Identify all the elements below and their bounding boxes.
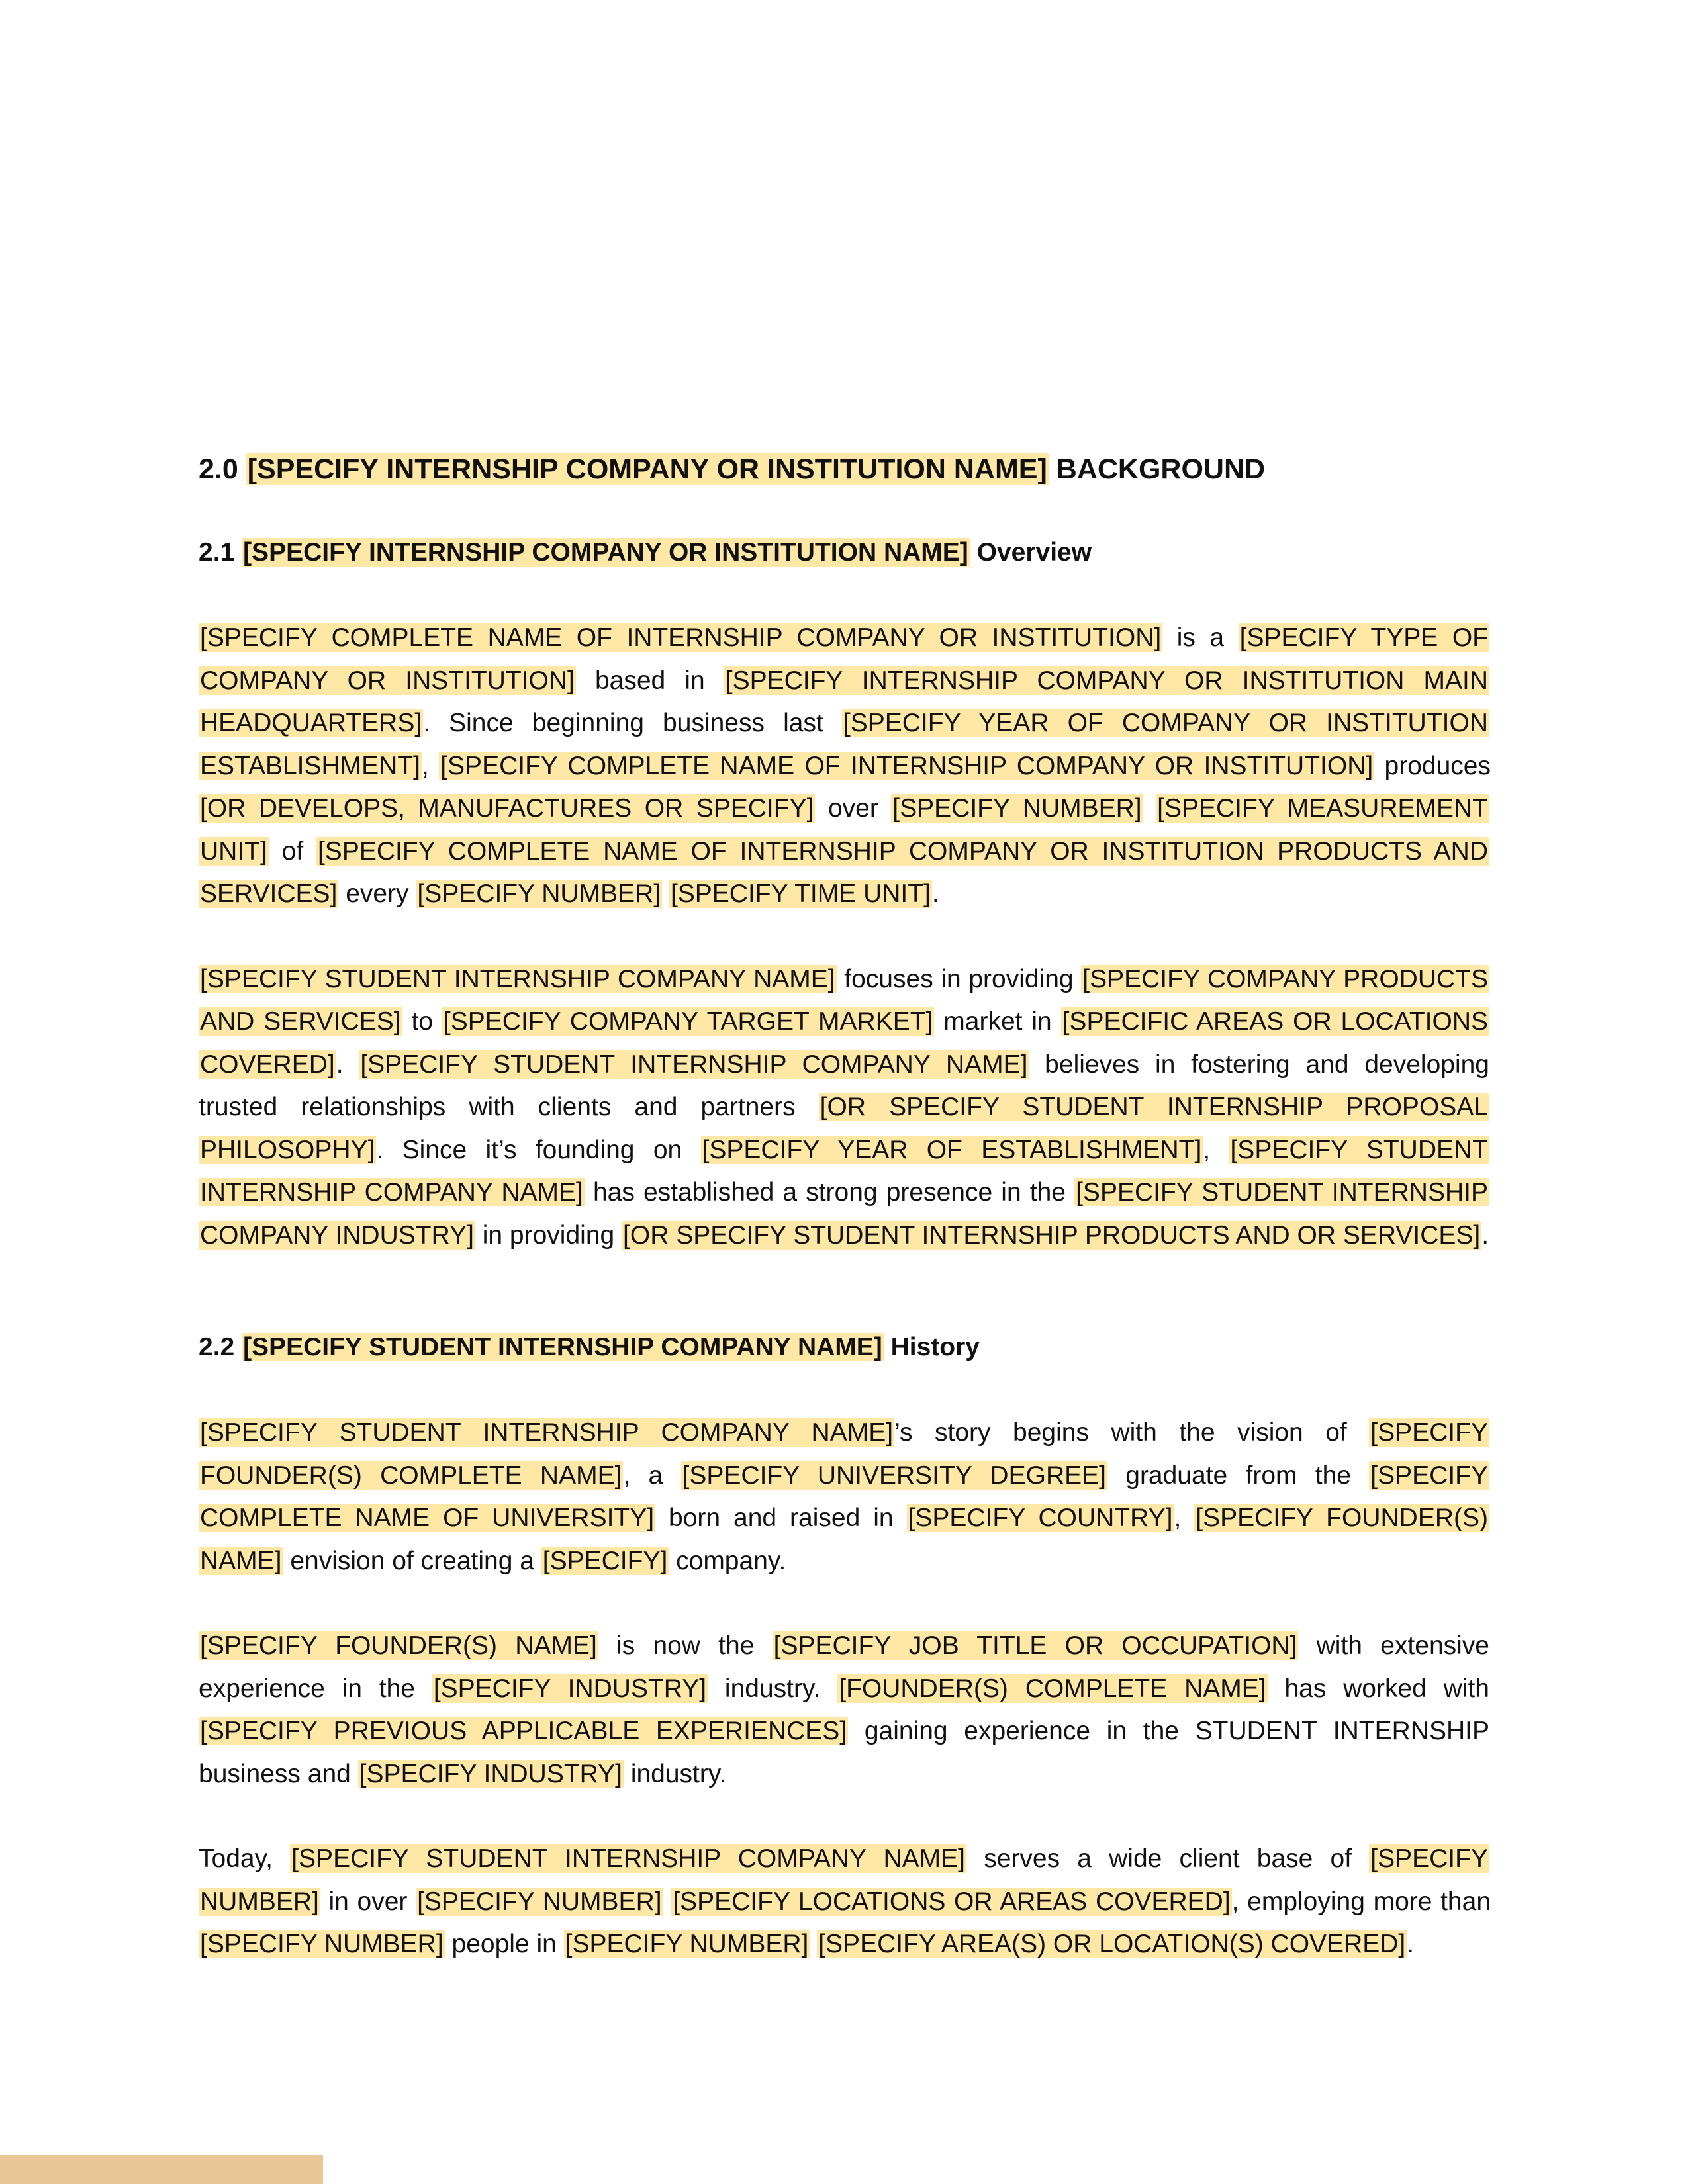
placeholder: [SPECIFY NUMBER]: [417, 1887, 662, 1916]
placeholder: [SPECIFY YEAR OF ESTABLISHMENT]: [702, 1135, 1202, 1164]
placeholder: [SPECIFY STUDENT INTERNSHIP COMPANY NAME]: [200, 1418, 894, 1447]
text: envision of creating a: [283, 1546, 541, 1575]
section-title: [199, 450, 1489, 488]
placeholder: [SPECIFY STUDENT INTERNSHIP COMPANY NAME]: [360, 1050, 1028, 1079]
section-title-suffix: BACKGROUND: [1056, 453, 1266, 485]
placeholder: [SPECIFY FOUNDER(S) COMPLETE NAME]: [200, 1418, 1488, 1490]
overview-paragraph-2: [199, 958, 1489, 1257]
text: [1143, 794, 1156, 823]
placeholder: [SPECIFY COUNTRY]: [908, 1504, 1173, 1532]
text: .: [1407, 1930, 1415, 1958]
text: believes in fostering and developing trusted relationships with clients and partners: [199, 1050, 1489, 1121]
text: every: [338, 880, 416, 908]
placeholder: [SPECIFY PREVIOUS APPLICABLE EXPERIENCES]: [200, 1717, 847, 1745]
overview-paragraph-1: [199, 617, 1489, 916]
overview-suffix: Overview: [976, 538, 1092, 567]
placeholder: [SPECIFY JOB TITLE OR OCCUPATION]: [773, 1631, 1297, 1660]
placeholder: [SPECIFY COMPLETE NAME OF UNIVERSITY]: [200, 1461, 1488, 1532]
placeholder: [SPECIFY COMPLETE NAME OF INTERNSHIP COMPANY OR INSTITUTION]: [440, 751, 1374, 780]
text: ,: [1174, 1504, 1195, 1532]
placeholder: [SPECIFY TIME UNIT]: [670, 880, 931, 908]
text: in over: [320, 1887, 416, 1916]
placeholder: [SPECIFY STUDENT INTERNSHIP COMPANY NAME]: [200, 964, 835, 993]
placeholder: [SPECIFY COMPLETE NAME OF INTERNSHIP COMPANY OR INSTITUTION]: [200, 623, 1162, 652]
company-name-placeholder: [SPECIFY INTERNSHIP COMPANY OR INSTITUTION NAME]: [247, 453, 1047, 485]
text: produces: [1374, 751, 1491, 780]
text: market in: [934, 1007, 1061, 1036]
history-paragraph-2: [199, 1625, 1489, 1796]
text: focuses in providing: [836, 964, 1082, 993]
text: [662, 880, 669, 908]
text: based in: [575, 666, 724, 695]
text: to: [402, 1007, 442, 1036]
text: is now the: [598, 1631, 773, 1660]
text: [810, 1930, 817, 1958]
placeholder: [SPECIFY AREA(S) OR LOCATION(S) COVERED]: [818, 1930, 1406, 1958]
placeholder: [SPECIFY INDUSTRY]: [433, 1674, 707, 1703]
placeholder: [SPECIFY NUMBER]: [200, 1844, 1488, 1916]
text: graduate from the: [1107, 1461, 1370, 1490]
text: over: [815, 794, 892, 823]
text: , a: [623, 1461, 681, 1490]
placeholder: [SPECIFY COMPLETE NAME OF INTERNSHIP COMPANY OR INSTITUTION PRODUCTS AND SERVICES]: [200, 837, 1488, 908]
history-suffix: History: [890, 1333, 980, 1361]
text: ,: [422, 751, 440, 780]
text: serves a wide client base of: [966, 1844, 1370, 1873]
placeholder: [OR DEVELOPS, MANUFACTURES OR SPECIFY]: [200, 794, 814, 823]
text: Today,: [199, 1844, 291, 1873]
placeholder: [SPECIFY NUMBER]: [565, 1930, 809, 1958]
placeholder: [FOUNDER(S) COMPLETE NAME]: [839, 1674, 1266, 1703]
placeholder: [SPECIFY INDUSTRY]: [359, 1759, 622, 1788]
text: . Since beginning business last: [423, 709, 842, 737]
placeholder: [SPECIFY NUMBER]: [892, 794, 1142, 823]
placeholder: [SPECIFY NUMBER]: [200, 1930, 444, 1958]
text: ’s story begins with the vision of: [894, 1418, 1370, 1447]
text: has worked with: [1267, 1674, 1490, 1703]
document-page: [199, 450, 1489, 2009]
history-number: 2.2: [199, 1333, 235, 1361]
text: gaining experience in the STUDENT INTERNSHIP business and: [199, 1717, 1489, 1788]
text: . Since it’s founding on: [376, 1135, 701, 1164]
text: .: [1481, 1220, 1489, 1250]
history-paragraph-1: [199, 1412, 1489, 1582]
text: ,: [1203, 1135, 1229, 1164]
placeholder: [SPECIFY MEASUREMENT UNIT]: [200, 794, 1488, 866]
placeholder: [OR SPECIFY STUDENT INTERNSHIP PRODUCTS AND OR SERVICES]: [623, 1220, 1481, 1250]
placeholder: [SPECIFY LOCATIONS OR AREAS COVERED]: [673, 1887, 1231, 1916]
placeholder: [SPECIFY FOUNDER(S) NAME]: [200, 1631, 597, 1660]
footer-accent-bar: [0, 2155, 323, 2184]
text: .: [336, 1050, 359, 1079]
text: is a: [1162, 623, 1239, 652]
text: [663, 1888, 672, 1916]
placeholder: [SPECIFY UNIVERSITY DEGREE]: [682, 1461, 1106, 1490]
overview-name-placeholder: [SPECIFY INTERNSHIP COMPANY OR INSTITUTION NAME]: [243, 538, 968, 567]
history-heading: [199, 1330, 1489, 1365]
overview-number: 2.1: [199, 538, 235, 567]
history-name-placeholder: [SPECIFY STUDENT INTERNSHIP COMPANY NAME]: [243, 1333, 882, 1361]
text: industry.: [623, 1759, 727, 1788]
placeholder: [SPECIFY FOUNDER(S) NAME]: [200, 1504, 1488, 1575]
text: born and raised in: [655, 1504, 907, 1532]
placeholder: [SPECIFY INTERNSHIP COMPANY OR INSTITUTION MAIN HEADQUARTERS]: [200, 666, 1488, 737]
text: of: [268, 837, 316, 866]
placeholder: [SPECIFY STUDENT INTERNSHIP COMPANY NAME]: [291, 1844, 966, 1873]
text: people in: [444, 1930, 564, 1958]
overview-heading: [199, 535, 1489, 570]
placeholder: [SPECIFY NUMBER]: [417, 880, 661, 908]
section-number: 2.0: [199, 453, 238, 485]
text: has established a strong presence in the: [584, 1178, 1075, 1206]
placeholder: [SPECIFY YEAR OF COMPANY OR INSTITUTION ESTABLISHMENT]: [200, 709, 1488, 780]
placeholder: [SPECIFY STUDENT INTERNSHIP COMPANY NAME]: [200, 1135, 1488, 1206]
placeholder: [SPECIFY]: [542, 1546, 668, 1575]
text: in providing: [475, 1220, 622, 1250]
text: , employing more than: [1231, 1887, 1491, 1916]
text: company.: [669, 1546, 786, 1575]
placeholder: [SPECIFIC AREAS OR LOCATIONS COVERED]: [200, 1007, 1488, 1079]
placeholder: [SPECIFY STUDENT INTERNSHIP COMPANY INDUSTRY]: [200, 1178, 1488, 1250]
placeholder: [SPECIFY COMPANY PRODUCTS AND SERVICES]: [200, 964, 1488, 1036]
text: .: [931, 880, 939, 908]
history-paragraph-3: [199, 1838, 1489, 1966]
text: with extensive experience in the: [199, 1631, 1489, 1703]
placeholder: [SPECIFY TYPE OF COMPANY OR INSTITUTION]: [200, 623, 1488, 695]
text: industry.: [708, 1674, 838, 1703]
placeholder: [SPECIFY COMPANY TARGET MARKET]: [443, 1007, 933, 1036]
placeholder: [OR SPECIFY STUDENT INTERNSHIP PROPOSAL PHILOSOPHY]: [200, 1093, 1488, 1164]
